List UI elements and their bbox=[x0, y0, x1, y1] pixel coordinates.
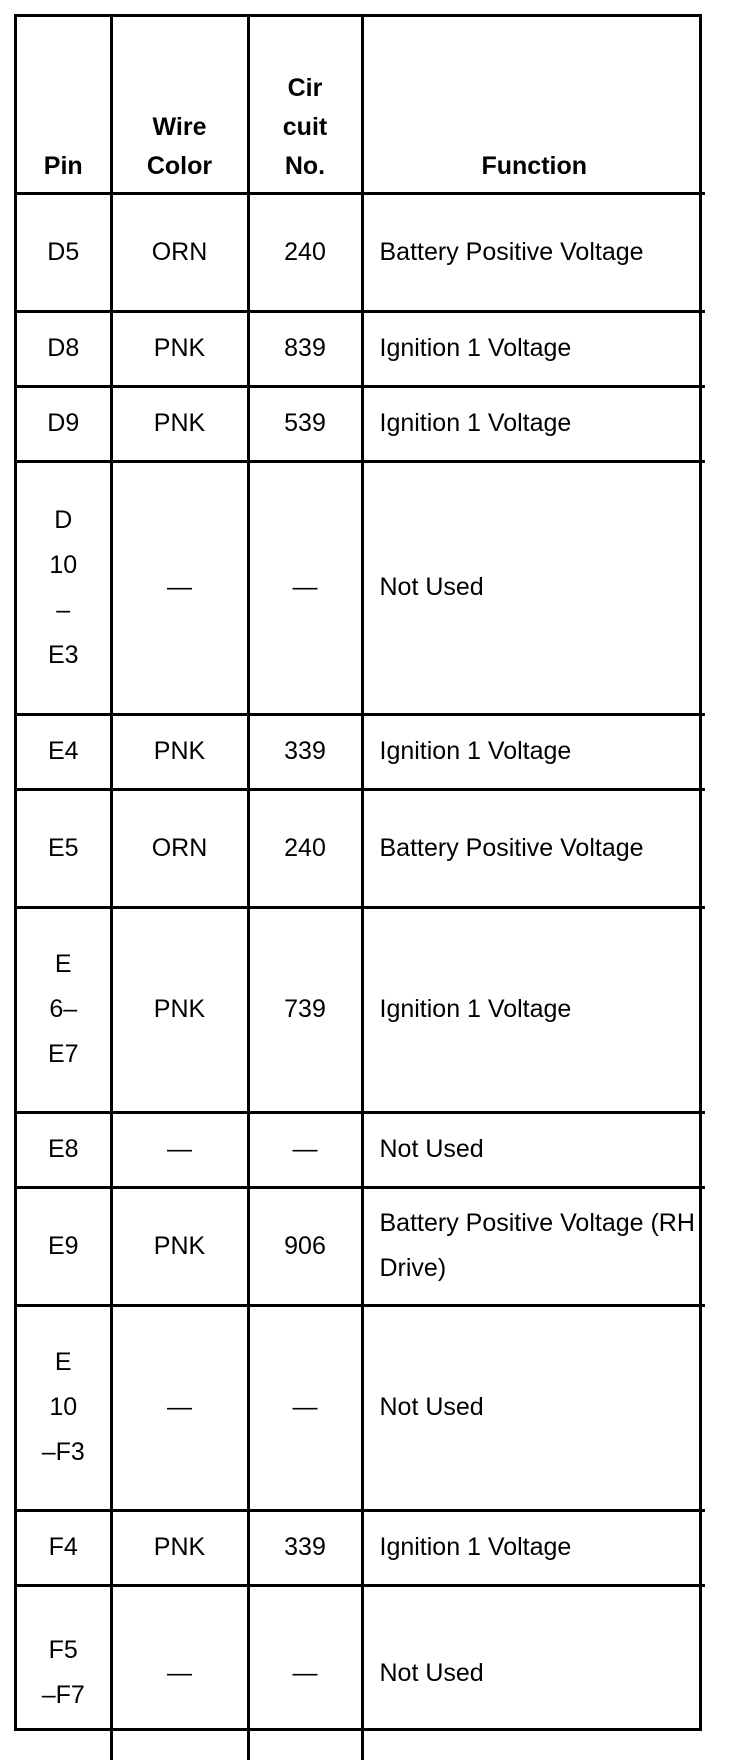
function-cell: Not Used bbox=[362, 1305, 705, 1510]
pin-cell: F4 bbox=[17, 1510, 111, 1585]
function-cell: Battery Positive Voltage (RH Drive) bbox=[362, 1187, 705, 1305]
wire-color-cell: — bbox=[111, 1585, 248, 1760]
circuit-cell: — bbox=[248, 1112, 362, 1187]
connector-pinout-table bbox=[17, 17, 705, 1760]
wire-color-cell: PNK bbox=[111, 1510, 248, 1585]
circuit-cell: 339 bbox=[248, 1510, 362, 1585]
wire-color-cell: — bbox=[111, 461, 248, 714]
wire-color-cell: PNK bbox=[111, 1187, 248, 1305]
connector-pinout-table-frame bbox=[14, 14, 702, 1731]
function-cell: Ignition 1 Voltage bbox=[362, 311, 705, 386]
header-wire-color: Wire Color bbox=[111, 17, 248, 193]
circuit-cell: 839 bbox=[248, 311, 362, 386]
wire-color-cell: — bbox=[111, 1305, 248, 1510]
wire-color-cell: ORN bbox=[111, 789, 248, 907]
circuit-cell: 906 bbox=[248, 1187, 362, 1305]
function-cell: Not Used bbox=[362, 1585, 705, 1760]
function-cell: Battery Positive Voltage bbox=[362, 193, 705, 311]
pin-cell: E5 bbox=[17, 789, 111, 907]
table-row bbox=[17, 907, 705, 1112]
pin-cell: D8 bbox=[17, 311, 111, 386]
pin-cell: D 10 – E3 bbox=[17, 461, 111, 714]
function-cell: Not Used bbox=[362, 1112, 705, 1187]
pin-cell: E9 bbox=[17, 1187, 111, 1305]
table-row bbox=[17, 1510, 705, 1585]
wire-color-cell: ORN bbox=[111, 193, 248, 311]
pin-cell: F5 –F7 bbox=[17, 1585, 111, 1760]
circuit-cell: 739 bbox=[248, 907, 362, 1112]
table-row bbox=[17, 1305, 705, 1510]
pin-cell: E4 bbox=[17, 714, 111, 789]
wire-color-cell: PNK bbox=[111, 907, 248, 1112]
table-row bbox=[17, 714, 705, 789]
function-cell: Ignition 1 Voltage bbox=[362, 714, 705, 789]
wire-color-cell: — bbox=[111, 1112, 248, 1187]
circuit-cell: 539 bbox=[248, 386, 362, 461]
function-cell: Battery Positive Voltage bbox=[362, 789, 705, 907]
circuit-cell: — bbox=[248, 1585, 362, 1760]
wire-color-cell: PNK bbox=[111, 311, 248, 386]
table-row bbox=[17, 311, 705, 386]
circuit-cell: 240 bbox=[248, 789, 362, 907]
pin-cell: D9 bbox=[17, 386, 111, 461]
wire-color-cell: PNK bbox=[111, 714, 248, 789]
circuit-cell: 339 bbox=[248, 714, 362, 789]
function-cell: Ignition 1 Voltage bbox=[362, 386, 705, 461]
circuit-cell: 240 bbox=[248, 193, 362, 311]
circuit-cell: — bbox=[248, 461, 362, 714]
header-circuit-no: Cir cuit No. bbox=[248, 17, 362, 193]
function-cell: Ignition 1 Voltage bbox=[362, 907, 705, 1112]
table-row bbox=[17, 193, 705, 311]
table-row bbox=[17, 386, 705, 461]
function-cell: Ignition 1 Voltage bbox=[362, 1510, 705, 1585]
function-cell: Not Used bbox=[362, 461, 705, 714]
pin-cell: E8 bbox=[17, 1112, 111, 1187]
header-function: Function bbox=[362, 17, 705, 193]
pin-cell: E 10 –F3 bbox=[17, 1305, 111, 1510]
pin-cell: E 6– E7 bbox=[17, 907, 111, 1112]
table-row bbox=[17, 789, 705, 907]
table-row bbox=[17, 1112, 705, 1187]
pin-cell: D5 bbox=[17, 193, 111, 311]
table-row bbox=[17, 1585, 705, 1760]
table-header-row bbox=[17, 17, 705, 193]
table-row bbox=[17, 1187, 705, 1305]
table-row bbox=[17, 461, 705, 714]
circuit-cell: — bbox=[248, 1305, 362, 1510]
wire-color-cell: PNK bbox=[111, 386, 248, 461]
header-pin: Pin bbox=[17, 17, 111, 193]
